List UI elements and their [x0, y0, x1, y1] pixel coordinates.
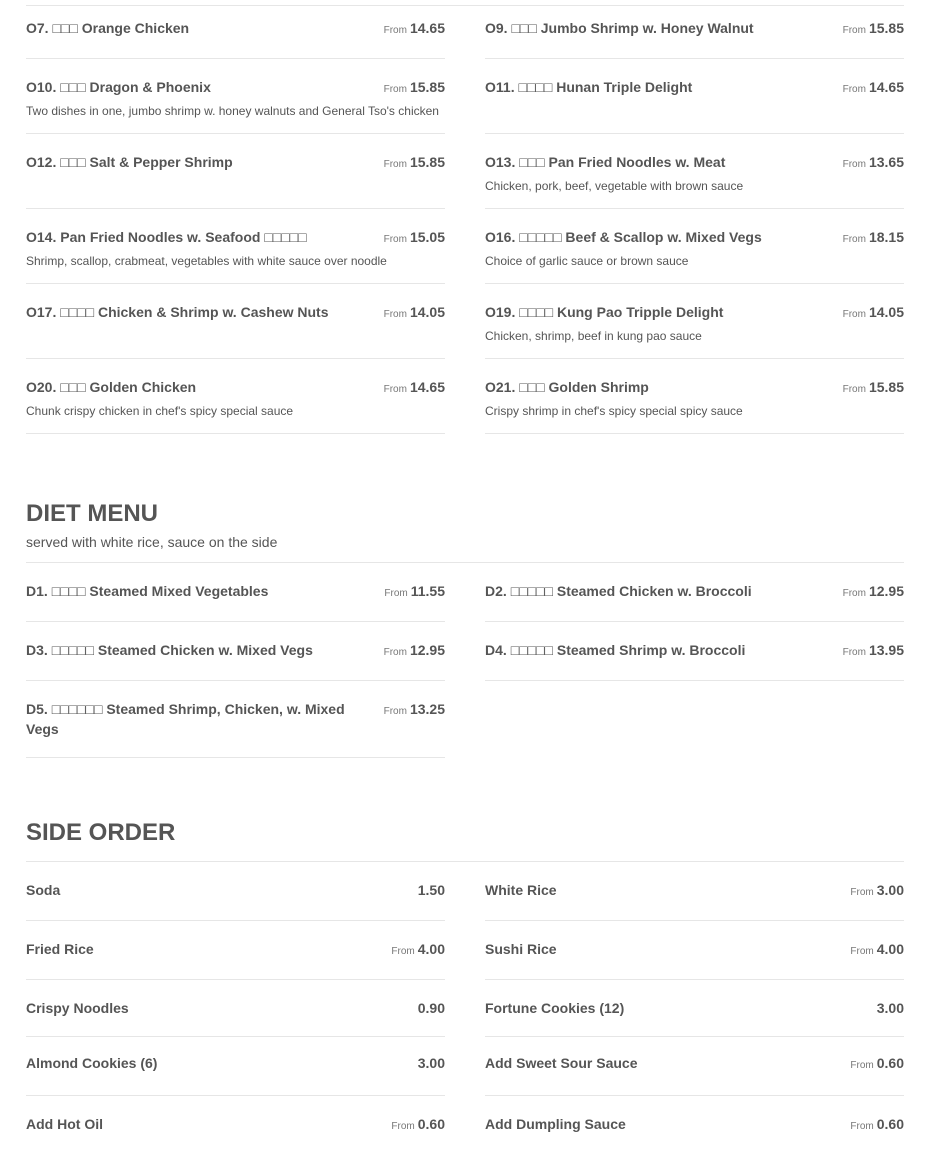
- menu-item[interactable]: [26, 359, 445, 434]
- item-name: O19. □□□□ Kung Pao Tripple Delight: [485, 304, 724, 320]
- menu-item[interactable]: [485, 563, 904, 622]
- item-name: O20. □□□ Golden Chicken: [26, 379, 197, 395]
- item-price: From 13.65: [842, 154, 904, 170]
- item-price: From 14.65: [842, 79, 904, 95]
- item-price: 3.00: [417, 1055, 445, 1071]
- item-name: O10. □□□ Dragon & Phoenix: [26, 79, 211, 95]
- item-price: 0.90: [417, 1000, 445, 1016]
- menu-item[interactable]: [26, 681, 445, 758]
- item-description: Chicken, shrimp, beef in kung pao sauce: [485, 329, 702, 343]
- item-description: Crispy shrimp in chef's spicy special spicy sauce: [485, 404, 743, 418]
- item-price: From 4.00: [391, 941, 445, 957]
- item-name: O7. □□□ Orange Chicken: [26, 20, 190, 36]
- item-name: Soda: [26, 882, 61, 898]
- item-price: From 15.85: [383, 79, 445, 95]
- item-price: From 14.05: [842, 304, 904, 320]
- menu-item[interactable]: [485, 1096, 904, 1154]
- menu-item[interactable]: [26, 59, 445, 134]
- section-title: SIDE ORDER: [26, 819, 176, 846]
- item-name: Almond Cookies (6): [26, 1055, 158, 1071]
- menu-item[interactable]: [26, 622, 445, 681]
- menu-item[interactable]: [485, 862, 904, 921]
- item-name: D3. □□□□□ Steamed Chicken w. Mixed Vegs: [26, 642, 313, 658]
- menu-item[interactable]: [485, 209, 904, 284]
- item-name: O21. □□□ Golden Shrimp: [485, 379, 649, 395]
- side-order-grid: [26, 862, 904, 1154]
- item-name: Add Sweet Sour Sauce: [485, 1055, 638, 1071]
- item-description: Two dishes in one, jumbo shrimp w. honey walnuts and General Tso's chicken: [26, 104, 439, 118]
- item-price: From 14.65: [383, 379, 445, 395]
- item-price: From 14.65: [383, 20, 445, 36]
- item-name: White Rice: [485, 882, 557, 898]
- menu-item[interactable]: [26, 1096, 445, 1154]
- menu-item[interactable]: [26, 209, 445, 284]
- menu-item[interactable]: [485, 921, 904, 980]
- item-name: Add Dumpling Sauce: [485, 1116, 626, 1132]
- item-price: From 13.25: [383, 701, 445, 717]
- item-name: O14. Pan Fried Noodles w. Seafood □□□□□: [26, 229, 307, 245]
- diet-menu-header: [26, 500, 904, 563]
- item-name: Sushi Rice: [485, 941, 557, 957]
- item-description: Chicken, pork, beef, vegetable with brown sauce: [485, 179, 744, 193]
- menu-item[interactable]: [485, 980, 904, 1037]
- menu-item[interactable]: [26, 284, 445, 359]
- menu-item[interactable]: [485, 622, 904, 681]
- item-name: O17. □□□□ Chicken & Shrimp w. Cashew Nuts: [26, 304, 329, 320]
- side-order-header: [26, 819, 904, 862]
- item-price: 1.50: [417, 882, 445, 898]
- item-price: From 14.05: [383, 304, 445, 320]
- item-price: From 4.00: [850, 941, 904, 957]
- item-price: From 0.60: [850, 1116, 904, 1132]
- menu-item[interactable]: [26, 862, 445, 921]
- item-name: O13. □□□ Pan Fried Noodles w. Meat: [485, 154, 726, 170]
- item-name: O12. □□□ Salt & Pepper Shrimp: [26, 154, 233, 170]
- item-description: Shrimp, scallop, crabmeat, vegetables with white sauce over noodle: [26, 254, 387, 268]
- section-subtitle: served with white rice, sauce on the side: [26, 534, 278, 550]
- section-title: DIET MENU: [26, 500, 158, 527]
- item-name: Fortune Cookies (12): [485, 1000, 625, 1016]
- item-price: From 15.85: [842, 20, 904, 36]
- item-name: Add Hot Oil: [26, 1116, 103, 1132]
- item-name: D5. □□□□□□ Steamed Shrimp, Chicken, w. Mixed Vegs: [26, 701, 345, 737]
- item-price: 3.00: [876, 1000, 904, 1016]
- menu-item[interactable]: [485, 284, 904, 359]
- item-price: From 3.00: [850, 882, 904, 898]
- menu-item[interactable]: [26, 1037, 445, 1096]
- menu-item[interactable]: [26, 0, 445, 59]
- menu-item[interactable]: [485, 1037, 904, 1096]
- item-name: D1. □□□□ Steamed Mixed Vegetables: [26, 583, 269, 599]
- item-name: O11. □□□□ Hunan Triple Delight: [485, 79, 693, 95]
- item-name: O16. □□□□□ Beef & Scallop w. Mixed Vegs: [485, 229, 762, 245]
- menu-item[interactable]: [26, 980, 445, 1037]
- diet-menu-grid: [26, 563, 904, 758]
- item-description: Chunk crispy chicken in chef's spicy special sauce: [26, 404, 294, 418]
- item-price: From 12.95: [383, 642, 445, 658]
- item-price: From 18.15: [842, 229, 904, 245]
- item-price: From 15.85: [842, 379, 904, 395]
- menu-item[interactable]: [485, 59, 904, 134]
- item-description: Choice of garlic sauce or brown sauce: [485, 254, 689, 268]
- item-price: From 13.95: [842, 642, 904, 658]
- item-name: Crispy Noodles: [26, 1000, 129, 1016]
- menu-item[interactable]: [485, 0, 904, 59]
- item-price: From 11.55: [384, 583, 445, 599]
- item-name: Fried Rice: [26, 941, 94, 957]
- item-price: From 15.05: [383, 229, 445, 245]
- item-price: From 12.95: [842, 583, 904, 599]
- entrees-grid: [26, 0, 904, 434]
- item-price: From 0.60: [391, 1116, 445, 1132]
- menu-item[interactable]: [26, 921, 445, 980]
- item-name: O9. □□□ Jumbo Shrimp w. Honey Walnut: [485, 20, 754, 36]
- item-price: From 0.60: [850, 1055, 904, 1071]
- menu-item[interactable]: [26, 134, 445, 209]
- item-name: D2. □□□□□ Steamed Chicken w. Broccoli: [485, 583, 752, 599]
- menu-item[interactable]: [26, 563, 445, 622]
- item-name: D4. □□□□□ Steamed Shrimp w. Broccoli: [485, 642, 746, 658]
- item-price: From 15.85: [383, 154, 445, 170]
- menu-item[interactable]: [485, 359, 904, 434]
- menu-item[interactable]: [485, 134, 904, 209]
